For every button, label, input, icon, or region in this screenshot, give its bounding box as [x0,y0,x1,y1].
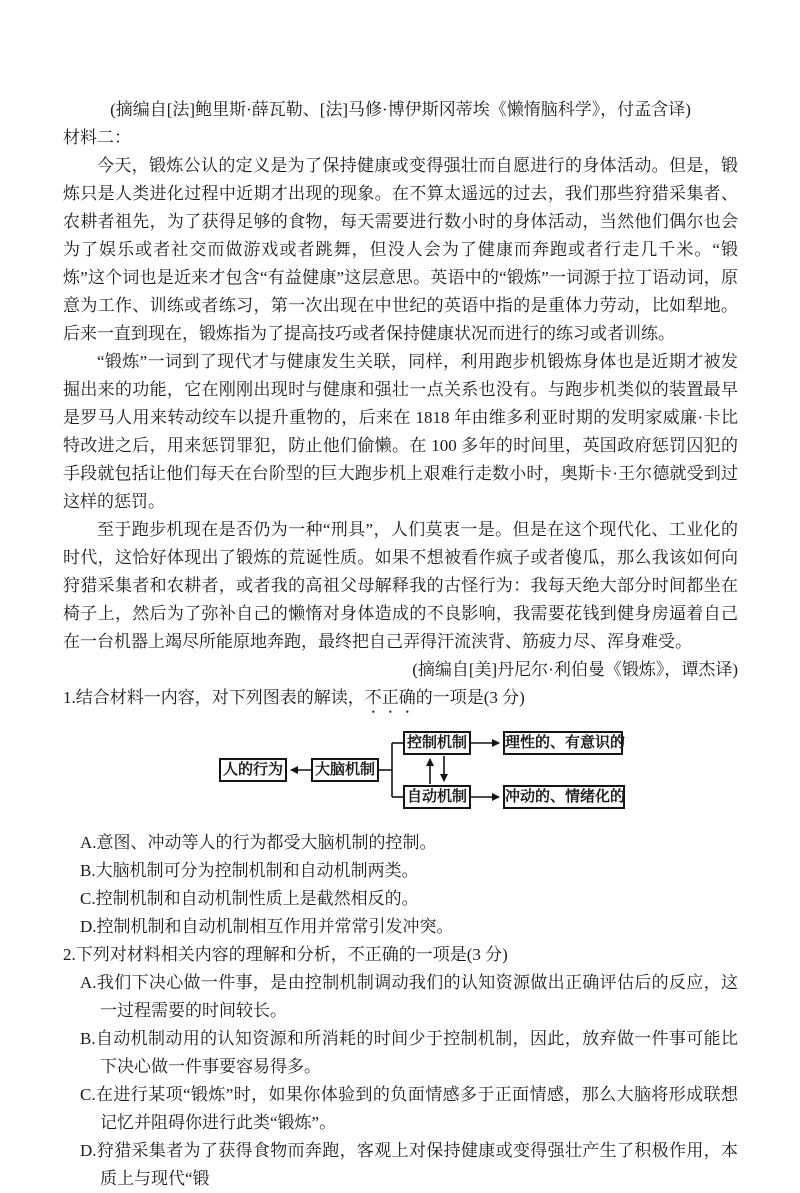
brain-mechanism-diagram [211,725,641,821]
question-1-emphasis: 不正确 [364,688,416,707]
diagram-node-brain-mechanism: 大脑机制 [311,758,379,782]
citation-material-two: (摘编自[美]丹尼尔·利伯曼《锻炼》，谭杰译) [412,660,738,679]
material-two-paragraph-1: 今天，锻炼公认的定义是为了保持健康或变得强壮而自愿进行的身体活动。但是，锻炼只是人类进化过程中近期才出现的现象。在不算太遥远的过去，我们那些狩猎采集者、农耕者祖先，为了获得足够的食物，每天需要进行数小时的身体活动，当然他们偶尔也会为了娱乐或者社交而做游戏或者跳舞，但没人会为了健康而奔跑或者行走几千米。“锻炼”这个词也是近来才包含“有益健康”这层意思。英语中的“锻炼”一词源于拉丁语动词，原意为工作、训练或者练习，第一次出现在中世纪的英语中指的是重体力劳动，比如犁地。后来一直到现在，锻炼指为了提高技巧或者保持健康状况而进行的练习或者训练。 [63,156,738,343]
material-two-paragraph-2: “锻炼”一词到了现代才与健康发生关联，同样，利用跑步机锻炼身体也是近期才被发掘出来的功能，它在刚刚出现时与健康和强壮一点关系也没有。与跑步机类似的装置最早是罗马人用来转动绞车以提升重物的，后来在 1818 年由维多利亚时期的发明家威廉·卡比特改进之后，用来惩罚罪犯，防止他们偷懒。在 100 多年的时间里，英国政府惩罚囚犯的手段就包括让他们每天在台阶型的巨大跑步机上艰难行走数小时，奥斯卡·王尔德就受到过这样的惩罚。 [63,352,738,511]
citation-material-one: (摘编自[法]鲍里斯·薛瓦勒、[法]马修·博伊斯冈蒂埃《懒惰脑科学》，付孟含译) [110,100,691,119]
question-1-option-c: C.控制机制和自动机制性质上是截然相反的。 [80,889,419,908]
question-1-text [63,684,738,717]
question-1-option-b: B.大脑机制可分为控制机制和自动机制两类。 [80,861,419,880]
diagram-node-control-mechanism: 控制机制 [403,731,471,755]
question-1-suffix: 的一项是(3 分) [415,688,525,707]
diagram-node-automatic-mechanism: 自动机制 [403,785,471,809]
question-1-option-a: A.意图、冲动等人的行为都受大脑机制的控制。 [80,833,437,852]
diagram-node-impulsive-emotional: 冲动的、情绪化的 [503,785,625,809]
diagram-node-human-behavior: 人的行为 [219,758,287,782]
question-1-options [63,829,738,941]
material-two-label: 材料二： [63,128,131,147]
question-1-prefix: 1.结合材料一内容，对下列图表的解读， [63,688,365,707]
question-2-option-c: C.在进行某项“锻炼”时，如果你体验到的负面情感多于正面情感，那么大脑将形成联想记忆并阻碍你进行此类“锻炼”。 [80,1085,738,1132]
question-2-text: 2.下列对材料相关内容的理解和分析，不正确的一项是(3 分) [63,945,508,964]
question-2-option-b: B.自动机制动用的认知资源和所消耗的时间少于控制机制，因此，放弃做一件事可能比下决心做一件事要容易得多。 [80,1029,738,1076]
material-two-paragraph-3: 至于跑步机现在是否仍为一种“刑具”，人们莫衷一是。但是在这个现代化、工业化的时代，这恰好体现出了锻炼的荒诞性质。如果不想被看作疯子或者傻瓜，那么我该如何向狩猎采集者和农耕者，或者我的高祖父母解释我的古怪行为：我每天绝大部分时间都坐在椅子上，然后为了弥补自己的懒惰对身体造成的不良影响，我需要花钱到健身房逼着自己在一台机器上竭尽所能原地奔跑，最终把自己弄得汗流浃背、筋疲力尽、浑身难受。 [63,520,738,651]
question-2-option-d: D.狩猎采集者为了获得食物而奔跑，客观上对保持健康或变得强壮产生了积极作用，本质上与现代“锻 [80,1141,738,1188]
question-1-option-d: D.控制机制和自动机制相互作用并常常引发冲突。 [80,917,454,936]
question-2-options [63,969,738,1193]
question-2-option-a: A.我们下决心做一件事，是由控制机制调动我们的认知资源做出正确评估后的反应，这一过程需要的时间较长。 [80,973,738,1020]
diagram-node-rational-conscious: 理性的、有意识的 [503,731,623,755]
